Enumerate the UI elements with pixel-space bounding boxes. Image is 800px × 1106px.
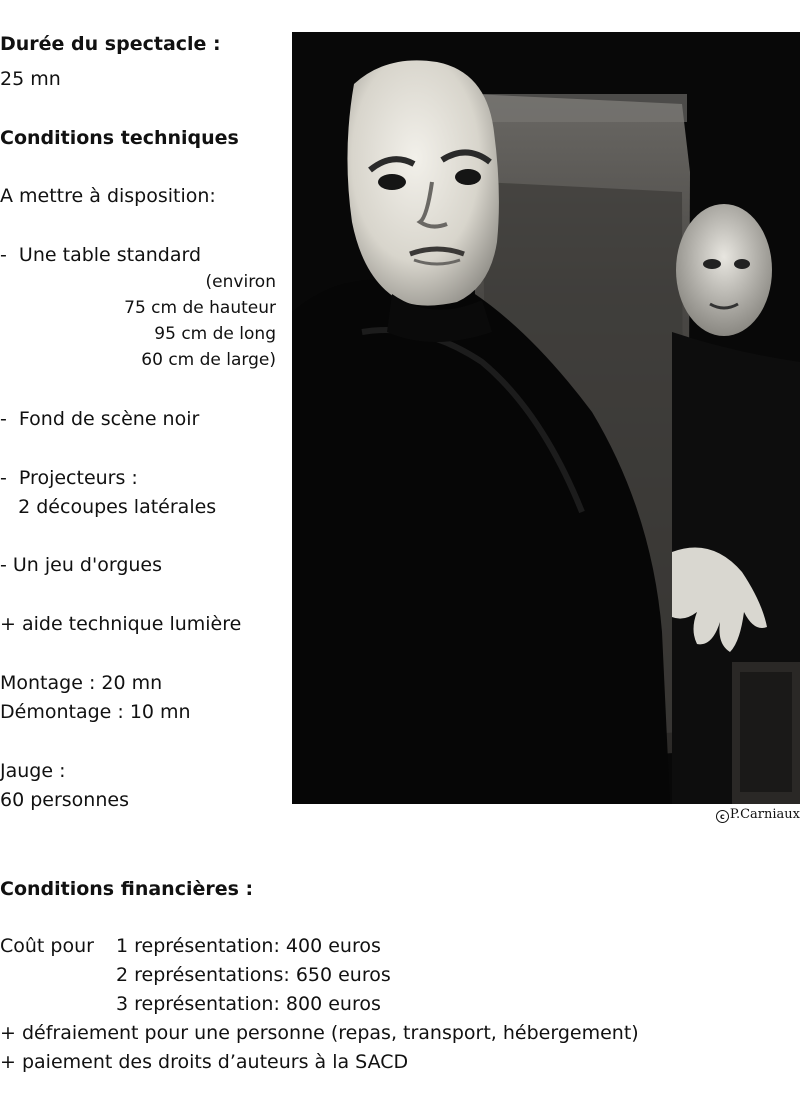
- cout-label: Coût pour: [0, 935, 94, 957]
- defraiement-line: + défraiement pour une personne (repas, transport, hébergement): [0, 1022, 639, 1044]
- table-detail-environ: (environ: [205, 272, 276, 292]
- jeu-orgues: - Un jeu d'orgues: [0, 554, 163, 576]
- conditions-techniques-heading: Conditions techniques: [0, 127, 239, 149]
- projecteurs-line: - Projecteurs :: [0, 467, 138, 489]
- duree-value: 25 mn: [0, 68, 61, 90]
- cout-line-3: 3 représentation: 800 euros: [116, 993, 381, 1015]
- table-detail-long: 95 cm de long: [154, 324, 276, 344]
- photo-credit: [716, 807, 800, 823]
- droits-auteurs-line: + paiement des droits d’auteurs à la SACD: [0, 1051, 409, 1073]
- decoupes-line: 2 découpes latérales: [0, 496, 217, 518]
- table-line: - Une table standard: [0, 244, 202, 266]
- cout-line-2: 2 représentations: 650 euros: [116, 964, 391, 986]
- demontage: Démontage : 10 mn: [0, 701, 191, 723]
- jauge-value: 60 personnes: [0, 789, 129, 811]
- fond-de-scene: - Fond de scène noir: [0, 408, 200, 430]
- conditions-financieres-heading: Conditions financières :: [0, 878, 254, 900]
- table-detail-large: 60 cm de large): [141, 350, 276, 370]
- cout-line-1: 1 représentation: 400 euros: [116, 935, 381, 957]
- mise-a-disposition-intro: A mettre à disposition:: [0, 185, 216, 207]
- aide-technique: + aide technique lumière: [0, 613, 242, 635]
- photo-credit-name: P.Carniaux: [729, 807, 800, 822]
- copyright-icon: c: [716, 810, 729, 823]
- duree-heading: Durée du spectacle :: [0, 33, 221, 55]
- montage: Montage : 20 mn: [0, 672, 163, 694]
- jauge-label: Jauge :: [0, 760, 66, 782]
- puppet-photo: [292, 32, 800, 804]
- table-detail-hauteur: 75 cm de hauteur: [124, 298, 276, 318]
